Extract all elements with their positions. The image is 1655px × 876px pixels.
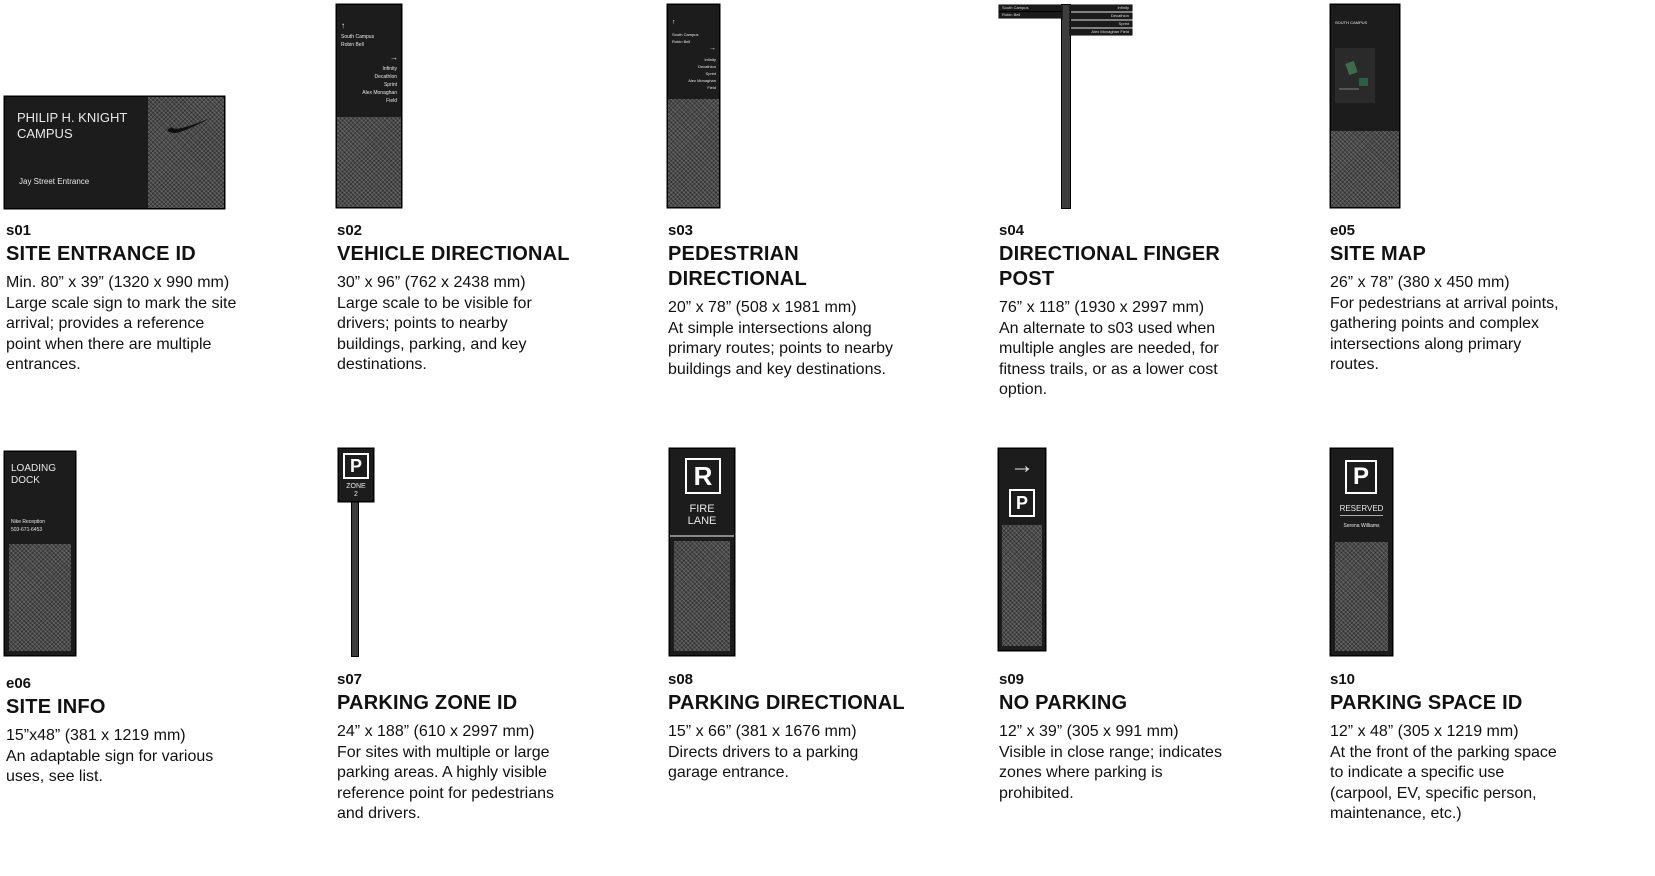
directional-text-lower: Infinity Decathlon Sprint Alex Monaghan Field (362, 66, 397, 104)
site-info-sign (5, 452, 75, 655)
sign-dimensions: 30” x 96” (762 x 2438 mm) (337, 274, 526, 291)
sign-description: Visible in close range; indicates zones where parking is prohibited. (999, 743, 1222, 802)
sign-title: NO PARKING (999, 692, 1128, 714)
sign-title: SITE INFO (6, 696, 106, 718)
sign-description: At the front of the parking space to indicate a specific use (carpool, EV, specific person, maintenance, etc.) (1330, 743, 1557, 822)
sign-description: Large scale sign to mark the site arrival; provides a reference point when there are multiple entrances. (6, 294, 237, 373)
sign-description: For sites with multiple or large parking areas. A highly visible reference point for pedestrians and drivers. (337, 743, 555, 822)
sign-title: PARKING SPACE ID (1330, 692, 1523, 714)
sign-title: DIRECTIONAL FINGER POST (999, 243, 1221, 290)
sign-description: At simple intersections along primary routes; points to nearby buildings and key destinations. (668, 319, 893, 378)
mesh-panel (9, 544, 71, 651)
mesh-panel (337, 117, 401, 207)
pedestrian-directional-sign (668, 5, 719, 207)
sign-entry-s09 (999, 671, 1259, 804)
sign-dimensions: 15”x48” (381 x 1219 mm) (6, 727, 186, 744)
right-arrow-icon: → (709, 45, 716, 52)
directional-text-lower: Infinity Decathlon Sprint Alex Monaghan Field (688, 57, 716, 90)
reserved-person: Serena Williams (1343, 523, 1380, 529)
sign-dimensions: Min. 80” x 39” (1320 x 990 mm) (6, 274, 230, 291)
directional-text-upper: South Campus Robin Bell (341, 34, 375, 48)
finger-left-2: Robin Bell (999, 12, 1062, 18)
sign-entry-s03 (668, 222, 928, 380)
mesh-panel (1331, 131, 1399, 207)
mesh-panel (1335, 542, 1388, 651)
sign-entry-s01 (6, 222, 266, 376)
site-info-title: LOADING DOCK (11, 463, 57, 486)
sign-title: PEDESTRIAN DIRECTIONAL (668, 243, 807, 290)
sign-code: s09 (999, 671, 1025, 688)
no-parking-sign (999, 449, 1045, 650)
sign-entry-s10 (1330, 671, 1575, 825)
sign-code: s08 (668, 671, 694, 688)
sign-entry-e06 (6, 675, 266, 788)
finger-left-1: South Campus (999, 5, 1062, 11)
sign-code: s04 (999, 222, 1025, 239)
sign-title: PARKING DIRECTIONAL (668, 692, 905, 714)
sign-code: s02 (337, 222, 363, 239)
site-entrance-sign (5, 97, 224, 208)
right-arrow-icon: → (390, 53, 398, 62)
sign-dimensions: 12” x 48” (305 x 1219 mm) (1330, 723, 1519, 740)
parking-p-icon: P (1345, 460, 1377, 494)
finger-right-2: Decathlon (1070, 13, 1132, 19)
sign-description: Large scale to be visible for drivers; points to nearby buildings, parking, and key destinations. (337, 294, 532, 373)
sign-dimensions: 15” x 66” (381 x 1676 mm) (668, 723, 857, 740)
parking-directional-sign (670, 449, 734, 655)
parking-zone-sign (339, 449, 373, 501)
arrow-right-icon: → (1010, 452, 1034, 479)
sign-title: PARKING ZONE ID (337, 692, 518, 714)
sign-title: SITE MAP (1330, 243, 1427, 265)
sign-dimensions: 20” x 78” (508 x 1981 mm) (668, 299, 857, 316)
swoosh-logo (165, 114, 213, 136)
vehicle-directional-sign (337, 5, 401, 207)
sign-entry-s07 (337, 671, 597, 825)
sign-entry-s08 (668, 671, 928, 784)
parking-space-sign (1331, 449, 1392, 655)
up-arrow-icon: ↑ (341, 21, 345, 30)
site-map-sign (1331, 5, 1399, 207)
sign-title: SITE ENTRANCE ID (6, 243, 196, 265)
sign-entry-e05 (1330, 222, 1575, 376)
entrance-label: Jay Street Entrance (19, 177, 90, 186)
mesh-panel (674, 541, 730, 651)
sign-dimensions: 26” x 78” (380 x 450 mm) (1330, 274, 1510, 291)
sign-entry-s02 (337, 222, 597, 376)
reserved-label: RESERVED (1339, 504, 1384, 513)
sign-dimensions: 12” x 39” (305 x 991 mm) (999, 723, 1179, 740)
map-header: SOUTH CAMPUS (1335, 20, 1368, 25)
divider (670, 535, 734, 537)
parking-zone-pole (352, 500, 358, 656)
sign-dimensions: 76” x 118” (1930 x 2997 mm) (999, 299, 1205, 316)
sign-entry-s04 (999, 222, 1259, 401)
sign-code: s01 (6, 222, 32, 239)
site-info-details: Nike Reception 503-671-6453 (11, 519, 45, 533)
zone-label: ZONE 2 (346, 483, 366, 498)
sign-code: s03 (668, 222, 694, 239)
fire-lane-icon: R (685, 458, 721, 494)
sign-description: An adaptable sign for various uses, see list. (6, 747, 214, 785)
sign-description: For pedestrians at arrival points, gathering points and complex intersections along primary routes. (1330, 294, 1559, 373)
finger-right-1: Infinity (1070, 5, 1132, 11)
sign-code: s10 (1330, 671, 1356, 688)
sign-title: VEHICLE DIRECTIONAL (337, 243, 570, 265)
sign-code: e05 (1330, 222, 1356, 239)
map-graphic (1335, 48, 1375, 103)
fire-lane-label: FIRE LANE (687, 503, 717, 527)
sign-description: Directs drivers to a parking garage entrance. (668, 743, 859, 781)
mesh-panel (1002, 525, 1042, 646)
directional-text-upper: South Campus Robin Bell (672, 32, 699, 44)
sign-code: e06 (6, 675, 32, 692)
sign-dimensions: 24” x 188” (610 x 2997 mm) (337, 723, 535, 740)
finger-right-4: Alex Monaghan Field (1070, 29, 1132, 35)
campus-name: PHILIP H. KNIGHT CAMPUS (17, 110, 128, 141)
finger-right-3: Sprint (1070, 21, 1132, 27)
divider (1340, 515, 1383, 516)
mesh-panel (668, 99, 719, 207)
up-arrow-icon: ↑ (672, 19, 676, 26)
sign-description: An alternate to s03 used when multiple angles are needed, for fitness trails, or as a lower cost option. (999, 319, 1219, 398)
finger-post-pole (1062, 5, 1070, 208)
parking-p-icon: P (343, 453, 369, 479)
sign-code: s07 (337, 671, 363, 688)
parking-p-icon: P (1009, 489, 1035, 517)
